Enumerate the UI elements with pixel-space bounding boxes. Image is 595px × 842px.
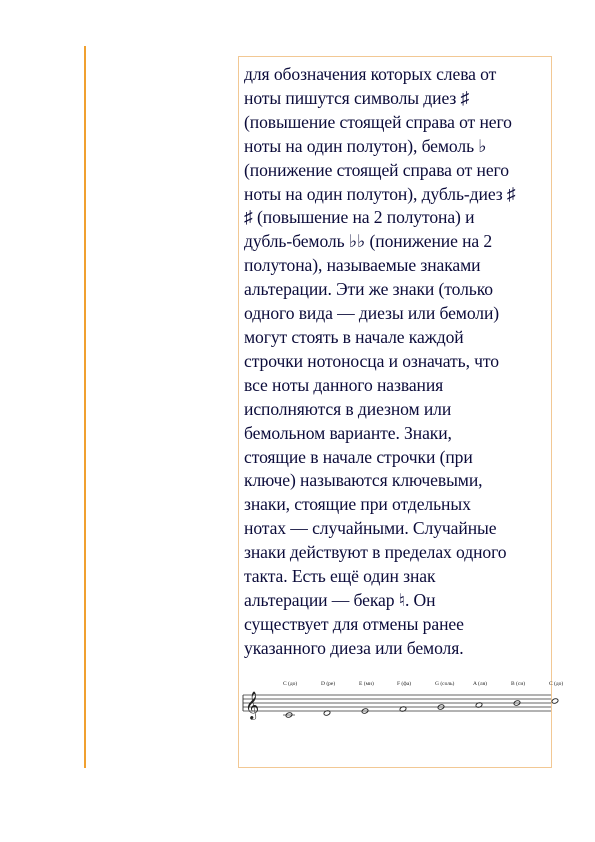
note-label: F (фа) (397, 681, 412, 687)
note-label: E (ми) (359, 681, 374, 687)
note-heads (283, 698, 559, 718)
text-line: существует для отмены ранее (244, 613, 464, 634)
text-line: одного вида — диезы или бемоли) (244, 303, 500, 324)
text-line: знаки действуют в пределах одного (244, 542, 507, 563)
note-head (551, 698, 559, 704)
text-line: (понижение стоящей справа от него (244, 159, 509, 180)
text-line: ключе) называются ключевыми, (244, 470, 483, 491)
staff-svg (239, 677, 564, 727)
text-line: для обозначения которых слева от (244, 64, 497, 84)
note-labels (283, 680, 563, 687)
margin-rule (84, 46, 86, 768)
text-line: ноты пишутся символы диез ♯ (244, 87, 470, 108)
text-line: знаки, стоящие при отдельных (244, 494, 471, 515)
text-line: полутона), называемые знаками (244, 255, 481, 276)
note-label: C (до) (549, 681, 564, 687)
text-line: указанного диеза или бемоля. (244, 637, 464, 658)
text-frame (238, 56, 564, 768)
text-line: (повышение стоящей справа от него (244, 111, 512, 132)
text-line: альтерации. Эти же знаки (только (244, 279, 493, 300)
staff-lines (243, 695, 551, 711)
text-line: стоящие в начале строчки (при (244, 446, 473, 467)
note-label: G (соль) (435, 681, 455, 687)
note-label: A (ля) (473, 681, 487, 687)
note-label: B (си) (511, 681, 526, 687)
note-label: C (до) (283, 681, 298, 687)
note-label: D (ре) (321, 681, 336, 687)
treble-clef-icon: 𝄞 (245, 691, 260, 719)
text-line: могут стоять в начале каждой (244, 326, 464, 347)
text-line: исполняются в диезном или (244, 398, 452, 419)
text-line: альтерации — бекар ♮. Он (244, 589, 436, 610)
text-line: ♯ (повышение на 2 полутона) и (244, 207, 475, 228)
text-line: строчки нотоносца и означать, что (244, 350, 499, 371)
text-line: все ноты данного названия (244, 374, 444, 395)
text-line: такта. Есть ещё один знак (244, 566, 436, 587)
text-line: ноты на один полутон), дубль-диез ♯ (244, 183, 516, 204)
text-line: нотах — случайными. Случайные (244, 518, 497, 539)
body-paragraph (244, 63, 550, 661)
text-line: дубль-бемоль ♭♭ (понижение на 2 (244, 231, 493, 252)
text-line: бемольном варианте. Знаки, (244, 422, 452, 443)
music-staff-figure (239, 677, 564, 727)
text-line: ноты на один полутон), бемоль ♭ (244, 135, 487, 156)
